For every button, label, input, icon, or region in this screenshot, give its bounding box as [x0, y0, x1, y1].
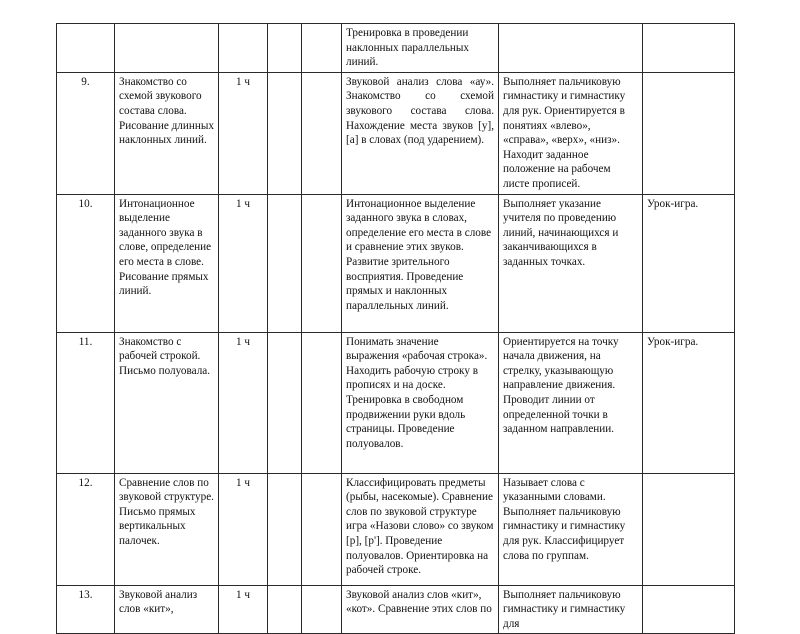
table-row [57, 72, 735, 194]
cell-blank-2 [302, 585, 342, 634]
cell-content: Интонационное выделение заданного звука в словах, определение его места в слове и сравнение этих звуков. Развитие зрительного восприятия. Проведение прямых и наклонных параллельных линий. [342, 194, 499, 332]
cell-blank-2 [302, 194, 342, 332]
cell-results: Выполняет указание учителя по проведению линий, начинающихся и заканчивающихся в заданных точках. [499, 194, 643, 332]
cell-form [643, 24, 735, 73]
cell-blank-1 [268, 24, 302, 73]
cell-form [643, 72, 735, 194]
cell-blank-1 [268, 332, 302, 473]
cell-hours: 1 ч [219, 473, 268, 585]
table-row [57, 585, 735, 634]
lesson-plan-table-container [56, 23, 734, 634]
cell-content: Классифицировать предметы (рыбы, насекомые). Сравнение слов по звуковой структуре игра «Назови слово» со звуком [р], [р']. Проведение полуовалов. Ориентировка на рабочей строке. [342, 473, 499, 585]
table-row [57, 24, 735, 73]
cell-blank-2 [302, 72, 342, 194]
lesson-plan-table [56, 23, 735, 634]
cell-blank-1 [268, 585, 302, 634]
cell-blank-1 [268, 72, 302, 194]
cell-hours: 1 ч [219, 72, 268, 194]
cell-topic: Интонационное выделение заданного звука в слове, определение его места в слове. Рисование прямых линий. [115, 194, 219, 332]
cell-results: Называет слова с указанными словами. Выполняет пальчиковую гимнастику и гимнастику для рук. Классифицирует слова по группам. [499, 473, 643, 585]
cell-topic: Сравнение слов по звуковой структуре. Письмо прямых вертикальных палочек. [115, 473, 219, 585]
table-row [57, 332, 735, 473]
cell-number: 11. [57, 332, 115, 473]
cell-number: 12. [57, 473, 115, 585]
cell-form: Урок-игра. [643, 194, 735, 332]
cell-blank-2 [302, 473, 342, 585]
cell-content: Понимать значение выражения «рабочая строка». Находить рабочую строку в прописях и на доске. Тренировка в свободном продвижении руки вдоль страницы. Проведение полуовалов. [342, 332, 499, 473]
cell-content: Звуковой анализ слов «кит», «кот». Сравнение этих слов по [342, 585, 499, 634]
cell-topic: Звуковой анализ слов «кит», [115, 585, 219, 634]
cell-blank-2 [302, 332, 342, 473]
cell-form [643, 473, 735, 585]
cell-number: 13. [57, 585, 115, 634]
cell-topic: Знакомство со схемой звукового состава слова. Рисование длинных наклонных линий. [115, 72, 219, 194]
cell-number: 10. [57, 194, 115, 332]
cell-results: Выполняет пальчиковую гимнастику и гимнастику для [499, 585, 643, 634]
cell-blank-2 [302, 24, 342, 73]
cell-results: Выполняет пальчиковую гимнастику и гимнастику для рук. Ориентируется в понятиях «влево», «справа», «верх», «низ». Находит заданное положение на рабочем листе прописей. [499, 72, 643, 194]
cell-hours: 1 ч [219, 332, 268, 473]
cell-form: Урок-игра. [643, 332, 735, 473]
cell-content: Тренировка в проведении наклонных параллельных линий. [342, 24, 499, 73]
cell-number [57, 24, 115, 73]
table-row [57, 473, 735, 585]
cell-hours: 1 ч [219, 585, 268, 634]
cell-form [643, 585, 735, 634]
cell-blank-1 [268, 473, 302, 585]
cell-number: 9. [57, 72, 115, 194]
cell-content: Звуковой анализ слова «ау». Знакомство со схемой звукового состава слова. Нахождение места звуков [у], [а] в словах (под ударением). [342, 72, 499, 194]
cell-topic [115, 24, 219, 73]
cell-blank-1 [268, 194, 302, 332]
cell-hours: 1 ч [219, 194, 268, 332]
cell-results [499, 24, 643, 73]
cell-hours [219, 24, 268, 73]
table-row [57, 194, 735, 332]
cell-topic: Знакомство с рабочей строкой. Письмо полуовала. [115, 332, 219, 473]
cell-results: Ориентируется на точку начала движения, на стрелку, указывающую направление движения. Проводит линии от определенной точки в заданном направлении. [499, 332, 643, 473]
